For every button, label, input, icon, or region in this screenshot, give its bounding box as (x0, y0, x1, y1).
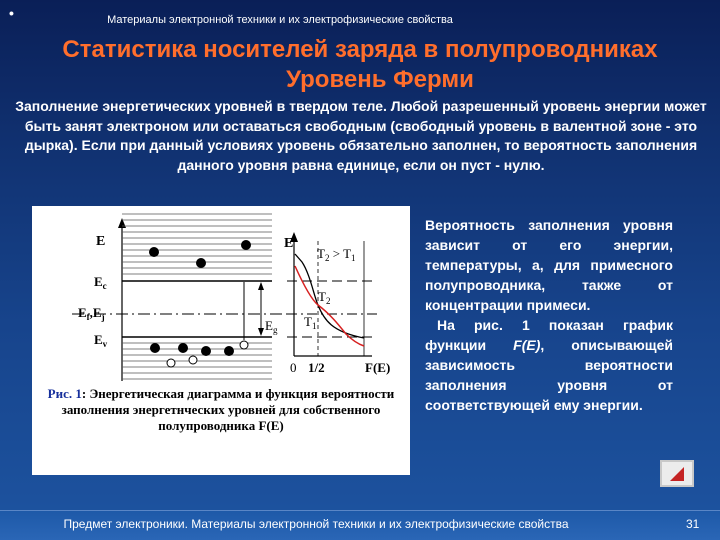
footer-text: Предмет электроники. Материалы электронной техники и их электрофизические свойства (63, 517, 569, 531)
back-button[interactable] (660, 460, 694, 487)
curve-t2 (295, 266, 364, 346)
left-axis-label: E (96, 234, 106, 249)
electron-dot (196, 258, 206, 268)
return-arrow-icon (669, 466, 685, 482)
intro-paragraph: Заполнение энергетических уровней в твердом теле. Любой разрешенный уровень энергии может быть занят электроном или оставаться свободным (свободный уровень в валентной зоне - это дырка). Если при данный условиях уровень обязательно заполнен, то вероятность заполнения данного уровня равна единице, если он пуст - нулю. (15, 98, 707, 173)
electron-dot (149, 247, 159, 257)
hole-dot (167, 359, 175, 367)
slide-title: Статистика носителей заряда в полупроводниках (62, 36, 658, 63)
electron-dot (241, 240, 251, 250)
bullet-mark: • (9, 5, 14, 21)
hole-dot (189, 356, 197, 364)
ev-label: $E_v$ (94, 332, 108, 349)
slide-subtitle: Уровень Ферми (286, 66, 474, 93)
ec-label: $E_c$ (94, 274, 107, 291)
x-tick-zero: 0 (290, 360, 297, 375)
temperature-relation: $T_2 > T_1$ (317, 246, 356, 263)
x-axis-label: F(E) (365, 360, 391, 375)
x-tick-half: 1/2 (308, 360, 325, 375)
right-axis-label: E (284, 236, 294, 251)
eg-label: $E_g$ (265, 318, 278, 335)
hole-dot (240, 341, 248, 349)
slide-footer (0, 510, 720, 540)
t1-curve-label: $T_1$ (304, 314, 317, 331)
side-text (425, 215, 673, 415)
gap-arrow-up (258, 282, 264, 290)
caption-text: : Энергетическая диаграмма и функция вероятности заполнения энергетнческих уровней для собственного полупроводника F(E) (61, 386, 395, 433)
ef-ej-label: $E_f,E_j$ (78, 305, 105, 322)
side-paragraph-2: На рис. 1 показан график функции F(E), описывающей зависимость вероятности заполнения уровня от соответствующей ему энергии. (425, 317, 673, 413)
electron-dot (224, 346, 234, 356)
caption-label: Рис. 1 (47, 386, 82, 401)
energy-diagram-figure (32, 206, 410, 475)
page-number: 31 (686, 517, 700, 531)
left-axis-arrow (118, 218, 126, 228)
t2-curve-label: $T_2$ (318, 289, 331, 306)
slide-header: Материалы электронной техники и их электрофизические свойства (107, 14, 453, 26)
electron-dot (150, 343, 160, 353)
gap-arrow-down (258, 328, 264, 336)
figure-caption (40, 386, 402, 434)
function-name: F(E) (513, 337, 541, 353)
electron-dot (178, 343, 188, 353)
energy-diagram (32, 206, 410, 388)
electron-dot (201, 346, 211, 356)
side-paragraph-1: Вероятность заполнения уровня зависит от его энергии, температуры, а, для примесного полупроводника, также от концентрации примеси. (425, 217, 673, 313)
